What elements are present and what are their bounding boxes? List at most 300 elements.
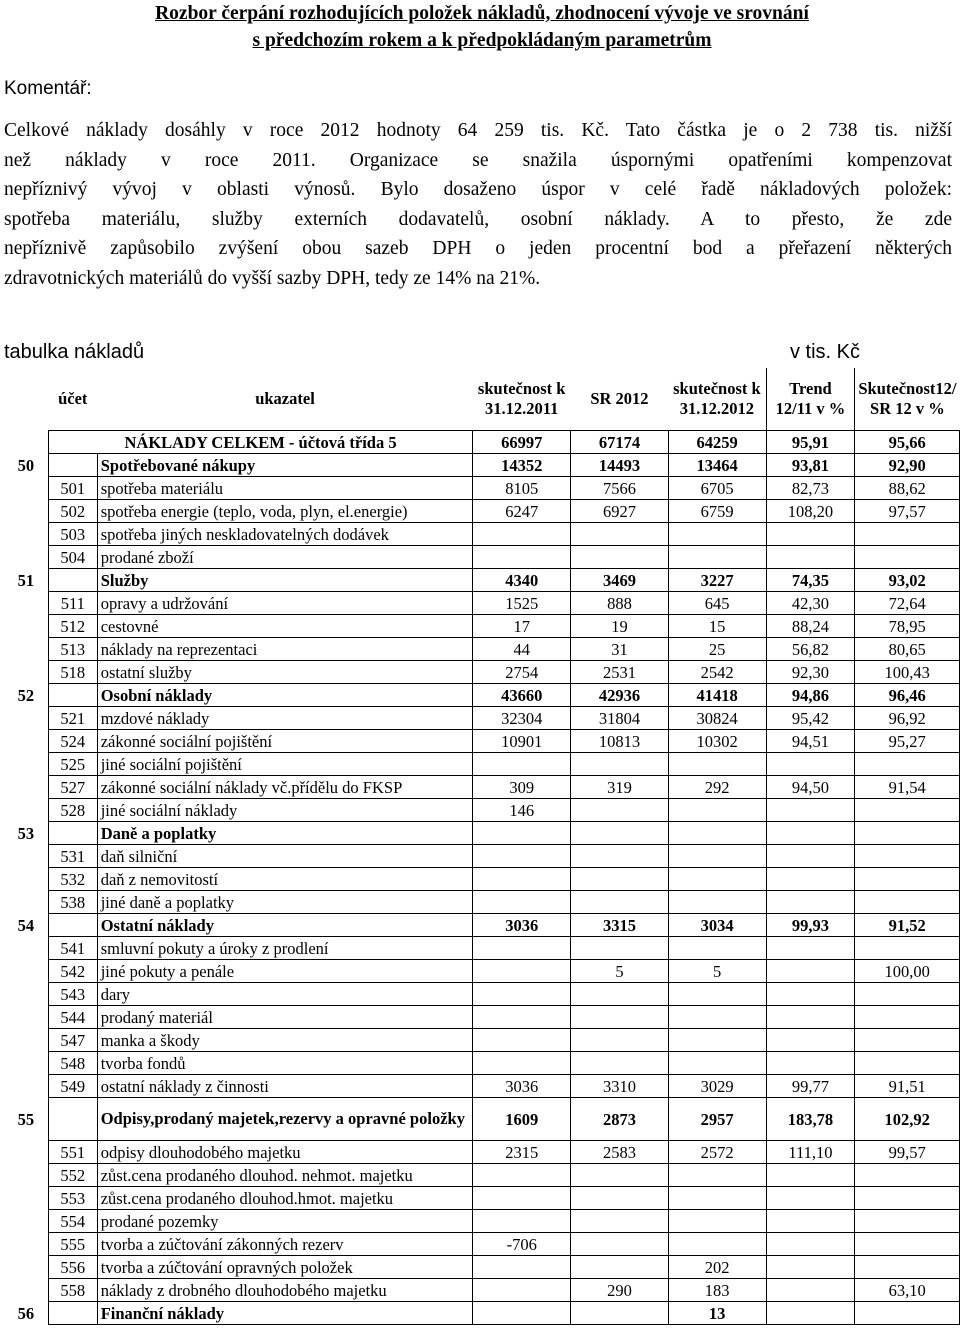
group-number: [4, 845, 48, 868]
trend-percent: [766, 546, 855, 569]
actual-vs-sr-percent: [855, 868, 960, 891]
trend-percent: 74,35: [766, 569, 855, 592]
actual-2011: [473, 960, 571, 983]
actual-2011: [473, 1256, 571, 1279]
actual-vs-sr-percent: [855, 1187, 960, 1210]
group-number: [4, 546, 48, 569]
actual-2011: 4340: [473, 569, 571, 592]
trend-percent: 108,20: [766, 500, 855, 523]
trend-percent: [766, 1029, 855, 1052]
table-row: [4, 1187, 960, 1210]
group-number: [4, 1233, 48, 1256]
indicator-name: jiné sociální pojištění: [97, 753, 473, 776]
group-row: [4, 1098, 960, 1141]
actual-2012: 3034: [668, 914, 766, 937]
table-row: [4, 1029, 960, 1052]
total-sr-2012: 67174: [571, 431, 669, 454]
trend-percent: [766, 1052, 855, 1075]
indicator-name: zákonné sociální pojištění: [97, 730, 473, 753]
sr-2012: [571, 1210, 669, 1233]
sr-2012: [571, 937, 669, 960]
trend-percent: [766, 868, 855, 891]
actual-2011: [473, 891, 571, 914]
sr-2012: 6927: [571, 500, 669, 523]
actual-2012: 6759: [668, 500, 766, 523]
trend-percent: [766, 1187, 855, 1210]
account-number: 501: [48, 477, 97, 500]
actual-vs-sr-percent: [855, 753, 960, 776]
actual-2012: [668, 546, 766, 569]
indicator-name: Ostatní náklady: [97, 914, 473, 937]
trend-percent: 94,86: [766, 684, 855, 707]
trend-percent: [766, 822, 855, 845]
cost-table: [4, 368, 960, 1325]
actual-2011: [473, 1029, 571, 1052]
indicator-name: tvorba a zúčtování zákonných rezerv: [97, 1233, 473, 1256]
trend-percent: 88,24: [766, 615, 855, 638]
group-number: [4, 730, 48, 753]
actual-2011: 32304: [473, 707, 571, 730]
indicator-name: odpisy dlouhodobého majetku: [97, 1141, 473, 1164]
actual-2012: 6705: [668, 477, 766, 500]
table-row: [4, 1006, 960, 1029]
sr-2012: [571, 523, 669, 546]
table-caption: tabulka nákladů: [4, 341, 145, 363]
actual-vs-sr-percent: 78,95: [855, 615, 960, 638]
actual-vs-sr-percent: [855, 1006, 960, 1029]
trend-percent: 56,82: [766, 638, 855, 661]
actual-2011: 3036: [473, 1075, 571, 1098]
actual-vs-sr-percent: 100,43: [855, 661, 960, 684]
table-row: [4, 1052, 960, 1075]
trend-percent: [766, 523, 855, 546]
actual-vs-sr-percent: 63,10: [855, 1279, 960, 1302]
indicator-name: Osobní náklady: [97, 684, 473, 707]
group-number: [4, 1210, 48, 1233]
trend-percent: 42,30: [766, 592, 855, 615]
table-row: [4, 868, 960, 891]
group-number: 52: [17, 685, 35, 705]
total-2012: 64259: [668, 431, 766, 454]
table-row: [4, 960, 960, 983]
table-row: [4, 615, 960, 638]
account-number: [48, 914, 97, 937]
actual-vs-sr-percent: [855, 1256, 960, 1279]
indicator-name: Služby: [97, 569, 473, 592]
sr-2012: [571, 983, 669, 1006]
group-number: [4, 937, 48, 960]
sr-2012: 3310: [571, 1075, 669, 1098]
indicator-name: ostatní služby: [97, 661, 473, 684]
sr-2012: 14493: [571, 454, 669, 477]
table-row: [4, 753, 960, 776]
comment-paragraph: [4, 116, 952, 293]
sr-2012: [571, 1256, 669, 1279]
actual-vs-sr-percent: [855, 1302, 960, 1325]
trend-percent: [766, 1164, 855, 1187]
account-number: 528: [48, 799, 97, 822]
actual-2011: 14352: [473, 454, 571, 477]
actual-2012: [668, 983, 766, 1006]
table-row: [4, 1233, 960, 1256]
indicator-name: cestovné: [97, 615, 473, 638]
group-number: [4, 1187, 48, 1210]
sr-2012: [571, 1233, 669, 1256]
header-actual-2011: skutečnost k 31.12.2011: [477, 379, 566, 418]
indicator-name: jiné pokuty a penále: [97, 960, 473, 983]
actual-2012: [668, 1164, 766, 1187]
trend-percent: 99,93: [766, 914, 855, 937]
sr-2012: 2873: [571, 1098, 669, 1141]
trend-percent: [766, 1279, 855, 1302]
actual-2012: 10302: [668, 730, 766, 753]
actual-vs-sr-percent: [855, 822, 960, 845]
table-row: [4, 776, 960, 799]
account-number: [48, 1098, 97, 1141]
group-number: [4, 638, 48, 661]
trend-percent: 183,78: [766, 1098, 855, 1141]
actual-vs-sr-percent: [855, 1210, 960, 1233]
account-number: 544: [48, 1006, 97, 1029]
sr-2012: 319: [571, 776, 669, 799]
actual-2011: 1609: [473, 1098, 571, 1141]
account-number: [48, 1302, 97, 1325]
table-row: [4, 523, 960, 546]
trend-percent: [766, 960, 855, 983]
trend-percent: [766, 1233, 855, 1256]
sr-2012: [571, 1302, 669, 1325]
actual-vs-sr-percent: 72,64: [855, 592, 960, 615]
actual-vs-sr-percent: [855, 891, 960, 914]
actual-2012: [668, 845, 766, 868]
actual-2012: 13: [668, 1302, 766, 1325]
paragraph-line: spotřeba materiálu, služby externích dodavatelů, osobní náklady. A to přesto, že zde: [4, 208, 952, 230]
group-number: [4, 1279, 48, 1302]
group-number: [4, 523, 48, 546]
actual-vs-sr-percent: [855, 983, 960, 1006]
actual-2011: [473, 845, 571, 868]
group-number: [4, 1141, 48, 1164]
actual-2011: 8105: [473, 477, 571, 500]
actual-vs-sr-percent: [855, 1164, 960, 1187]
actual-2011: 43660: [473, 684, 571, 707]
trend-percent: 92,30: [766, 661, 855, 684]
group-number: [4, 1006, 48, 1029]
actual-2012: [668, 1210, 766, 1233]
indicator-name: náklady na reprezentaci: [97, 638, 473, 661]
sr-2012: 3469: [571, 569, 669, 592]
sr-2012: [571, 799, 669, 822]
total-label: NÁKLADY CELKEM - účtová třída 5: [48, 431, 472, 454]
units-label: v tis. Kč: [790, 341, 861, 363]
actual-2012: 5: [668, 960, 766, 983]
trend-percent: 93,81: [766, 454, 855, 477]
actual-vs-sr-percent: 91,52: [855, 914, 960, 937]
header-trend: Trend 12/11 v %: [766, 368, 855, 431]
table-row: [4, 891, 960, 914]
table-row: [4, 937, 960, 960]
paragraph-line: Celkové náklady dosáhly v roce 2012 hodnoty 64 259 tis. Kč. Tato částka je o 2 738 tis. nižší: [4, 120, 952, 141]
group-number: 56: [17, 1303, 35, 1323]
sr-2012: 19: [571, 615, 669, 638]
group-number: [4, 661, 48, 684]
account-number: 513: [48, 638, 97, 661]
account-number: 504: [48, 546, 97, 569]
indicator-name: daň z nemovitostí: [97, 868, 473, 891]
indicator-name: daň silniční: [97, 845, 473, 868]
group-number: [4, 707, 48, 730]
header-group: [4, 368, 48, 431]
header-actual-2012: skutečnost k 31.12.2012: [673, 379, 761, 418]
group-row: [4, 569, 960, 592]
indicator-name: Daně a poplatky: [97, 822, 473, 845]
indicator-name: Odpisy,prodaný majetek,rezervy a opravné položky: [97, 1098, 473, 1141]
account-number: 551: [48, 1141, 97, 1164]
actual-2011: [473, 523, 571, 546]
trend-percent: [766, 1210, 855, 1233]
actual-2012: 2542: [668, 661, 766, 684]
account-number: 543: [48, 983, 97, 1006]
actual-2012: 645: [668, 592, 766, 615]
total-pct: 95,66: [855, 431, 960, 454]
group-number: [4, 615, 48, 638]
trend-percent: [766, 799, 855, 822]
indicator-name: manka a škody: [97, 1029, 473, 1052]
actual-vs-sr-percent: 96,92: [855, 707, 960, 730]
account-number: 503: [48, 523, 97, 546]
actual-vs-sr-percent: [855, 937, 960, 960]
actual-2011: [473, 868, 571, 891]
total-2011: 66997: [473, 431, 571, 454]
sr-2012: 290: [571, 1279, 669, 1302]
document-title: [52, 0, 912, 54]
trend-percent: 95,42: [766, 707, 855, 730]
actual-vs-sr-percent: [855, 1029, 960, 1052]
actual-2011: [473, 1187, 571, 1210]
indicator-name: smluvní pokuty a úroky z prodlení: [97, 937, 473, 960]
header-actual-vs-sr: Skutečnost12/ SR 12 v %: [858, 379, 957, 418]
sr-2012: [571, 1187, 669, 1210]
actual-2011: 10901: [473, 730, 571, 753]
sr-2012: [571, 845, 669, 868]
group-row: [4, 454, 960, 477]
account-number: 547: [48, 1029, 97, 1052]
account-number: 548: [48, 1052, 97, 1075]
account-number: 542: [48, 960, 97, 983]
account-number: 524: [48, 730, 97, 753]
actual-2012: 202: [668, 1256, 766, 1279]
actual-2011: [473, 1302, 571, 1325]
trend-percent: 94,50: [766, 776, 855, 799]
group-number: 51: [17, 570, 35, 590]
indicator-name: zákonné sociální náklady vč.přídělu do FKSP: [97, 776, 473, 799]
actual-2011: 1525: [473, 592, 571, 615]
indicator-name: náklady z drobného dlouhodobého majetku: [97, 1279, 473, 1302]
header-account: účet: [58, 389, 88, 408]
total-row: [4, 431, 960, 454]
actual-2011: [473, 546, 571, 569]
indicator-name: dary: [97, 983, 473, 1006]
trend-percent: 94,51: [766, 730, 855, 753]
actual-2011: 3036: [473, 914, 571, 937]
table-row: [4, 1164, 960, 1187]
table-row: [4, 661, 960, 684]
table-row: [4, 1256, 960, 1279]
actual-2012: [668, 523, 766, 546]
group-number: [4, 960, 48, 983]
actual-vs-sr-percent: 80,65: [855, 638, 960, 661]
actual-vs-sr-percent: [855, 1052, 960, 1075]
group-number: 53: [17, 823, 35, 843]
account-number: [48, 684, 97, 707]
actual-2012: [668, 822, 766, 845]
account-number: [48, 822, 97, 845]
paragraph-line: než náklady v roce 2011. Organizace se snažila úspornými opatřeními kompenzovat: [4, 149, 952, 171]
account-number: 552: [48, 1164, 97, 1187]
actual-2011: [473, 1210, 571, 1233]
table-row: [4, 1141, 960, 1164]
table-row: [4, 477, 960, 500]
sr-2012: [571, 753, 669, 776]
actual-2012: 2957: [668, 1098, 766, 1141]
table-row: [4, 592, 960, 615]
table-row: [4, 730, 960, 753]
actual-vs-sr-percent: 96,46: [855, 684, 960, 707]
trend-percent: [766, 845, 855, 868]
group-number: [4, 477, 48, 500]
indicator-name: tvorba a zúčtování opravných položek: [97, 1256, 473, 1279]
table-row: [4, 546, 960, 569]
sr-2012: 2531: [571, 661, 669, 684]
account-number: 521: [48, 707, 97, 730]
table-row: [4, 638, 960, 661]
group-number: [4, 753, 48, 776]
group-row: [4, 822, 960, 845]
sr-2012: 3315: [571, 914, 669, 937]
indicator-name: opravy a udržování: [97, 592, 473, 615]
actual-2011: 146: [473, 799, 571, 822]
sr-2012: 5: [571, 960, 669, 983]
group-number: [4, 868, 48, 891]
trend-percent: [766, 983, 855, 1006]
title-line-2: s předchozím rokem a k předpokládaným parametrům: [252, 30, 712, 51]
actual-vs-sr-percent: [855, 845, 960, 868]
indicator-name: prodané pozemky: [97, 1210, 473, 1233]
account-number: 531: [48, 845, 97, 868]
trend-percent: [766, 1006, 855, 1029]
indicator-name: mzdové náklady: [97, 707, 473, 730]
actual-2011: -706: [473, 1233, 571, 1256]
table-row: [4, 707, 960, 730]
indicator-name: spotřeba energie (teplo, voda, plyn, el.energie): [97, 500, 473, 523]
indicator-name: Finanční náklady: [97, 1302, 473, 1325]
actual-2011: [473, 822, 571, 845]
actual-2012: 292: [668, 776, 766, 799]
indicator-name: prodaný materiál: [97, 1006, 473, 1029]
actual-vs-sr-percent: 97,57: [855, 500, 960, 523]
indicator-name: jiné sociální náklady: [97, 799, 473, 822]
actual-2012: [668, 1006, 766, 1029]
group-number: [4, 799, 48, 822]
indicator-name: tvorba fondů: [97, 1052, 473, 1075]
trend-percent: [766, 1302, 855, 1325]
trend-percent: [766, 753, 855, 776]
account-number: [48, 569, 97, 592]
sr-2012: 888: [571, 592, 669, 615]
actual-2011: 6247: [473, 500, 571, 523]
sr-2012: [571, 1164, 669, 1187]
actual-2011: 17: [473, 615, 571, 638]
actual-vs-sr-percent: 100,00: [855, 960, 960, 983]
actual-2011: [473, 983, 571, 1006]
sr-2012: 7566: [571, 477, 669, 500]
group-number: [4, 891, 48, 914]
actual-vs-sr-percent: [855, 523, 960, 546]
account-number: 527: [48, 776, 97, 799]
actual-2011: 2315: [473, 1141, 571, 1164]
group-number: [4, 1164, 48, 1187]
title-line-1: Rozbor čerpání rozhodujících položek nákladů, zhodnocení vývoje ve srovnání: [155, 3, 809, 24]
sr-2012: 31804: [571, 707, 669, 730]
actual-2011: [473, 753, 571, 776]
table-row: [4, 1279, 960, 1302]
actual-vs-sr-percent: 88,62: [855, 477, 960, 500]
actual-2012: 13464: [668, 454, 766, 477]
actual-2012: [668, 891, 766, 914]
actual-2012: 3227: [668, 569, 766, 592]
header-sr-2012: SR 2012: [590, 389, 649, 408]
actual-2011: 309: [473, 776, 571, 799]
account-number: 553: [48, 1187, 97, 1210]
sr-2012: 2583: [571, 1141, 669, 1164]
sr-2012: [571, 1052, 669, 1075]
group-number: [4, 1029, 48, 1052]
actual-vs-sr-percent: 92,90: [855, 454, 960, 477]
actual-vs-sr-percent: 99,57: [855, 1141, 960, 1164]
trend-percent: [766, 891, 855, 914]
sr-2012: [571, 1029, 669, 1052]
actual-vs-sr-percent: [855, 546, 960, 569]
actual-2012: [668, 753, 766, 776]
actual-vs-sr-percent: 102,92: [855, 1098, 960, 1141]
account-number: 556: [48, 1256, 97, 1279]
actual-vs-sr-percent: 95,27: [855, 730, 960, 753]
account-number: 511: [48, 592, 97, 615]
indicator-name: prodané zboží: [97, 546, 473, 569]
actual-2012: 25: [668, 638, 766, 661]
actual-2012: [668, 1187, 766, 1210]
total-trend: 95,91: [766, 431, 855, 454]
actual-2012: 15: [668, 615, 766, 638]
paragraph-line: nepříznivě zapůsobilo zvýšení obou sazeb DPH o jeden procentní bod a přeřazení některých: [4, 238, 952, 259]
comment-label: Komentář:: [4, 78, 92, 99]
actual-2012: 3029: [668, 1075, 766, 1098]
actual-2011: 44: [473, 638, 571, 661]
group-number: [4, 1052, 48, 1075]
group-number: [4, 1256, 48, 1279]
trend-percent: 111,10: [766, 1141, 855, 1164]
actual-vs-sr-percent: [855, 799, 960, 822]
actual-2012: [668, 799, 766, 822]
indicator-name: zůst.cena prodaného dlouhod. nehmot. majetku: [97, 1164, 473, 1187]
table-row: [4, 983, 960, 1006]
actual-2012: 2572: [668, 1141, 766, 1164]
paragraph-line: zdravotnických materiálů do vyšší sazby DPH, tedy ze 14% na 21%.: [4, 267, 541, 289]
actual-2012: 183: [668, 1279, 766, 1302]
actual-2011: [473, 1006, 571, 1029]
account-number: 502: [48, 500, 97, 523]
actual-2012: [668, 868, 766, 891]
